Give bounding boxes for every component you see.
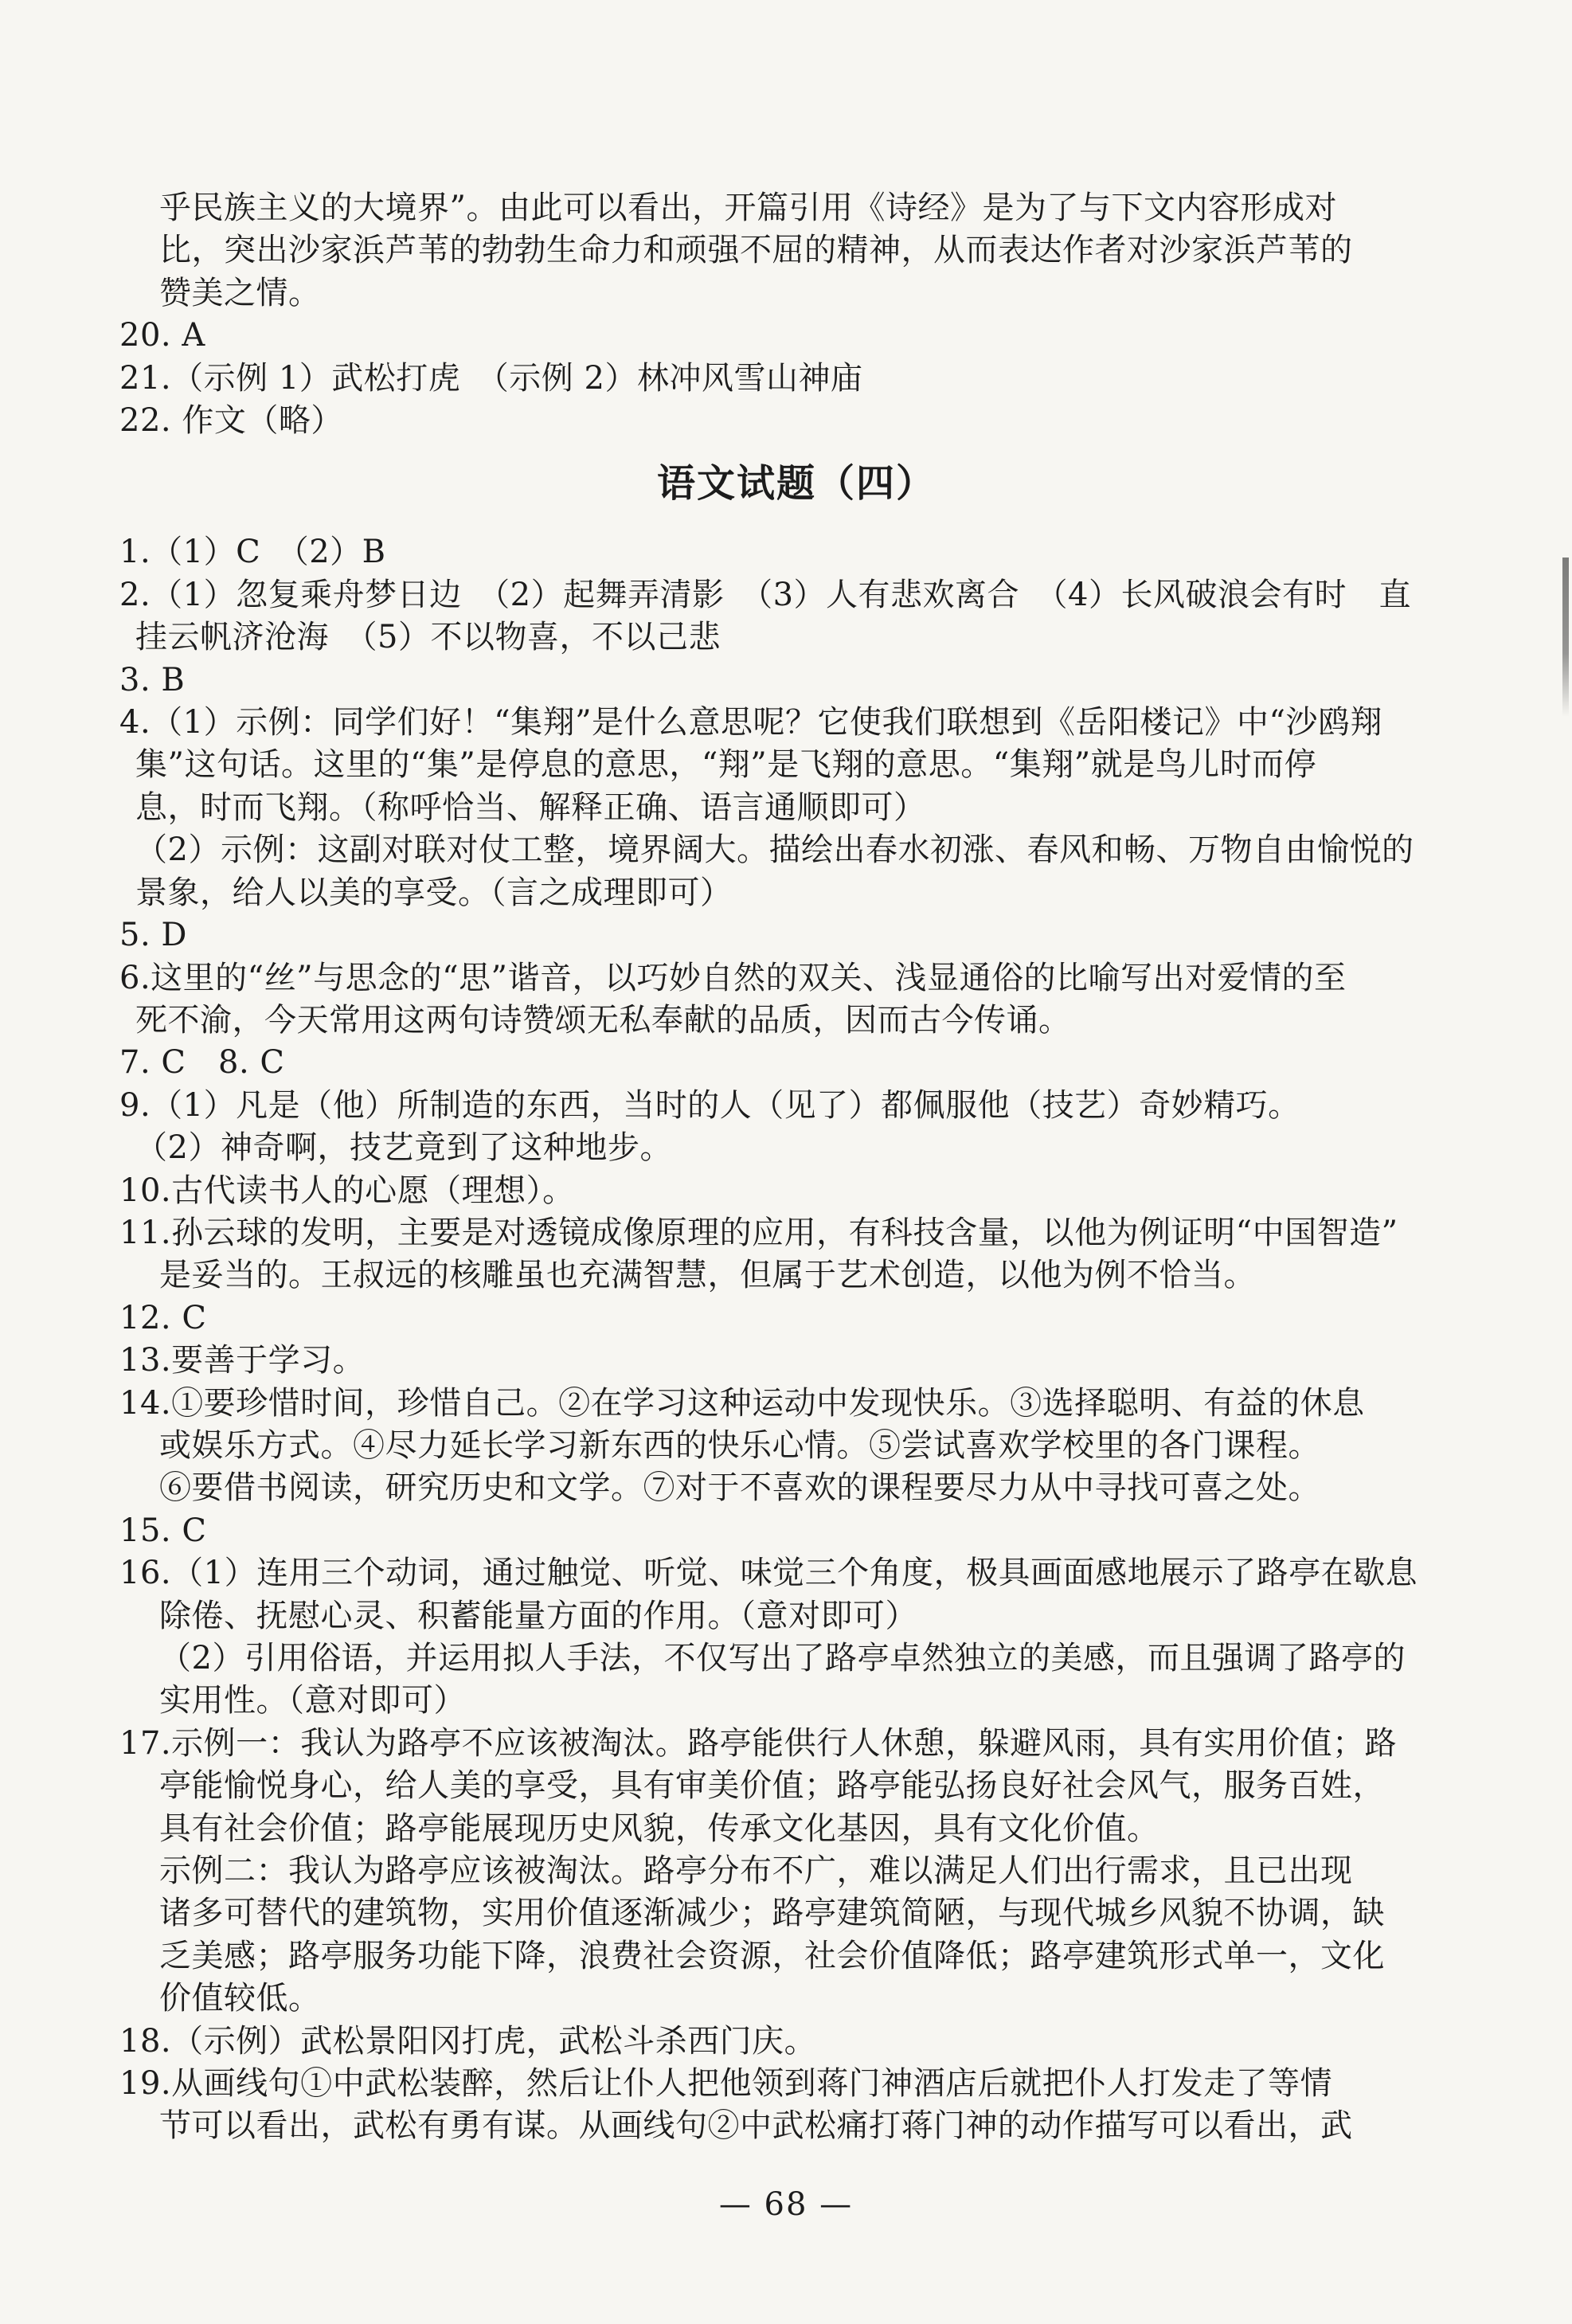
answer-text: 示例一：我认为路亭不应该被淘汰。路亭能供行人休憩，躲避风雨，具有实用价值；路 bbox=[171, 1724, 1398, 1762]
answer-continuation: ⑥要借书阅读，研究历史和文学。⑦对于不喜欢的课程要尽力从中寻找可喜之处。 bbox=[159, 1469, 1320, 1507]
answer-number: 11. bbox=[119, 1214, 172, 1251]
answer-item bbox=[119, 2063, 1473, 2148]
answer-line bbox=[119, 1383, 1473, 1425]
answer-line bbox=[119, 957, 1473, 1000]
answer-text: （1）示例：同学们好！“集翔”是什么意思呢？它使我们联想到《岳阳楼记》中“沙鸥翔 bbox=[151, 704, 1382, 741]
answer-item bbox=[119, 1552, 1473, 1723]
answer-number: 2. bbox=[119, 576, 151, 613]
section-title: 语文试题（四） bbox=[656, 461, 936, 507]
answer-number: 3. bbox=[119, 661, 162, 698]
answer-number: 19. bbox=[119, 2065, 172, 2103]
answer-text: 古代读书人的心愿（理想）。 bbox=[171, 1172, 575, 1209]
answer-line: 21.（示例 1）武松打虎 （示例 2）林冲风雪山神庙 bbox=[119, 359, 863, 397]
answer-continuation: 息，时而飞翔。（称呼恰当、解释正确、语言通顺即可） bbox=[135, 788, 926, 826]
answer-text: B bbox=[161, 661, 186, 698]
answer-continuation: 死不渝，今天常用这两句诗赞颂无私奉献的品质，因而古今传诵。 bbox=[135, 1001, 1071, 1039]
answer-continuation: 实用性。（意对即可） bbox=[159, 1682, 466, 1720]
answer-line bbox=[119, 2063, 1473, 2105]
answer-text: D bbox=[161, 917, 187, 954]
answer-item bbox=[119, 1340, 1473, 1382]
answer-number: 7. bbox=[119, 1044, 162, 1082]
answer-list bbox=[119, 531, 1473, 2147]
answer-line bbox=[119, 702, 1473, 744]
answer-item bbox=[119, 1212, 1473, 1297]
answer-text: C 8. C bbox=[161, 1044, 285, 1082]
answer-item bbox=[119, 1042, 1473, 1084]
answer-continuation: 具有社会价值；路亭能展现历史风貌，传承文化基因，具有文化价值。 bbox=[159, 1810, 1159, 1847]
answer-continuation: 或娱乐方式。④尽力延长学习新东西的快乐心情。⑤尝试喜欢学校里的各门课程。 bbox=[159, 1426, 1320, 1464]
answer-line bbox=[119, 1297, 1473, 1340]
answer-item bbox=[119, 914, 1473, 957]
text-line: 比，突出沙家浜芦苇的勃勃生命力和顽强不屈的精神，从而表达作者对沙家浜芦苇的 bbox=[159, 232, 1353, 269]
previous-answers bbox=[119, 315, 1473, 442]
answer-continuation: 乏美感；路亭服务功能下降，浪费社会资源，社会价值降低；路亭建筑形式单一，文化 bbox=[159, 1937, 1385, 1974]
answer-item bbox=[119, 1383, 1473, 1510]
answer-continuation: 诸多可替代的建筑物，实用价值逐渐减少；路亭建筑简陋，与现代城乡风貌不协调，缺 bbox=[159, 1895, 1385, 1932]
answer-number: 16. bbox=[119, 1555, 172, 1592]
answer-line: 20. A bbox=[119, 317, 205, 354]
answer-item bbox=[119, 1085, 1473, 1170]
answer-item bbox=[119, 2021, 1473, 2063]
answer-text: 从画线句①中武松装醉，然后让仆人把他领到蒋门神酒店后就把仆人打发走了等情 bbox=[171, 2065, 1333, 2103]
answer-text: （1）凡是（他）所制造的东西，当时的人（见了）都佩服他（技艺）奇妙精巧。 bbox=[151, 1086, 1300, 1124]
answer-text: 这里的“丝”与思念的“思”谐音，以巧妙自然的双关、浅显通俗的比喻写出对爱情的至 bbox=[151, 959, 1347, 996]
answer-continuation: 示例二：我认为路亭应该被淘汰。路亭分布不广，难以满足人们出行需求，且已出现 bbox=[159, 1853, 1353, 1890]
answer-text: （1）C （2）B bbox=[151, 534, 386, 571]
answer-number: 4. bbox=[119, 704, 151, 741]
answer-continuation: （2）示例：这副对联对仗工整，境界阔大。描绘出春水初涨、春风和畅、万物自由愉悦的 bbox=[135, 831, 1414, 869]
answer-number: 18. bbox=[119, 2022, 172, 2060]
answer-line bbox=[119, 1212, 1473, 1254]
answer-line: 22. 作文（略） bbox=[119, 402, 343, 440]
answer-item bbox=[119, 1297, 1473, 1340]
answer-number: 1. bbox=[119, 534, 151, 571]
answer-text: 孙云球的发明，主要是对透镜成像原理的应用，有科技含量，以他为例证明“中国智造” bbox=[171, 1214, 1398, 1251]
answer-continuation: 节可以看出，武松有勇有谋。从画线句②中武松痛打蒋门神的动作描写可以看出，武 bbox=[159, 2107, 1353, 2145]
answer-line bbox=[119, 659, 1473, 702]
answer-number: 15. bbox=[119, 1512, 182, 1549]
continued-answer bbox=[119, 187, 1473, 315]
answer-text: C bbox=[182, 1299, 207, 1336]
answer-item bbox=[119, 1510, 1473, 1552]
text-line: 赞美之情。 bbox=[159, 274, 321, 311]
answer-line bbox=[119, 1510, 1473, 1552]
answer-number: 17. bbox=[119, 1724, 172, 1762]
answer-text: ①要珍惜时间，珍惜自己。②在学习这种运动中发现快乐。③选择聪明、有益的休息 bbox=[171, 1384, 1365, 1422]
answer-continuation: 景象，给人以美的享受。（言之成理即可） bbox=[135, 874, 733, 911]
answer-line bbox=[119, 1170, 1473, 1212]
answer-text: 要善于学习。 bbox=[171, 1342, 366, 1379]
answer-continuation: 亭能愉悦身心，给人美的享受，具有审美价值；路亭能弘扬良好社会风气，服务百姓， bbox=[159, 1767, 1385, 1805]
answer-continuation: （2）引用俗语，并运用拟人手法，不仅写出了路亭卓然独立的美感，而且强调了路亭的 bbox=[159, 1640, 1406, 1676]
answer-item bbox=[119, 1723, 1473, 2021]
answer-line bbox=[119, 1340, 1473, 1382]
answer-line bbox=[119, 574, 1473, 616]
answer-line bbox=[119, 1552, 1473, 1594]
answer-number: 12. bbox=[119, 1299, 182, 1336]
page-number: — 68 — bbox=[718, 2186, 854, 2223]
answer-continuation: 集”这句话。这里的“集”是停息的意思，“翔”是飞翔的意思。“集翔”就是鸟儿时而停 bbox=[135, 746, 1317, 784]
answer-text: （示例）武松景阳冈打虎，武松斗杀西门庆。 bbox=[171, 2022, 817, 2060]
answer-continuation: 除倦、抚慰心灵、积蓄能量方面的作用。（意对即可） bbox=[159, 1597, 917, 1634]
answer-number: 13. bbox=[119, 1342, 172, 1379]
answer-continuation: （2）神奇啊，技艺竟到了这种地步。 bbox=[135, 1129, 672, 1167]
answer-text: C bbox=[182, 1512, 207, 1549]
answer-continuation: 挂云帆济沧海 （5）不以物喜，不以己悲 bbox=[135, 619, 721, 656]
answer-item bbox=[119, 1170, 1473, 1212]
answer-content bbox=[119, 187, 1473, 2148]
answer-text: （1）忽复乘舟梦日边 （2）起舞弄清影 （3）人有悲欢离合 （4）长风破浪会有时 直 bbox=[151, 576, 1411, 613]
answer-item bbox=[119, 531, 1473, 573]
answer-text: （1）连用三个动词，通过触觉、听觉、味觉三个角度，极具画面感地展示了路亭在歇息 bbox=[171, 1555, 1418, 1592]
answer-item bbox=[119, 702, 1473, 914]
answer-line bbox=[119, 2021, 1473, 2063]
answer-number: 5. bbox=[119, 917, 162, 954]
answer-line bbox=[119, 914, 1473, 957]
answer-number: 6. bbox=[119, 959, 151, 996]
answer-continuation: 价值较低。 bbox=[159, 1980, 321, 2017]
text-line: 乎民族主义的大境界”。由此可以看出，开篇引用《诗经》是为了与下文内容形成对 bbox=[159, 190, 1337, 226]
answer-number: 10. bbox=[119, 1172, 172, 1209]
answer-item bbox=[119, 659, 1473, 702]
answer-line bbox=[119, 1085, 1473, 1127]
answer-number: 9. bbox=[119, 1086, 151, 1124]
answer-continuation: 是妥当的。王叔远的核雕虽也充满智慧，但属于艺术创造，以他为例不恰当。 bbox=[159, 1257, 1256, 1294]
answer-item bbox=[119, 957, 1473, 1043]
scan-edge-mark bbox=[1562, 558, 1569, 717]
answer-line bbox=[119, 531, 1473, 573]
answer-line bbox=[119, 1042, 1473, 1084]
answer-number: 14. bbox=[119, 1384, 172, 1422]
answer-line bbox=[119, 1723, 1473, 1765]
answer-item bbox=[119, 574, 1473, 659]
